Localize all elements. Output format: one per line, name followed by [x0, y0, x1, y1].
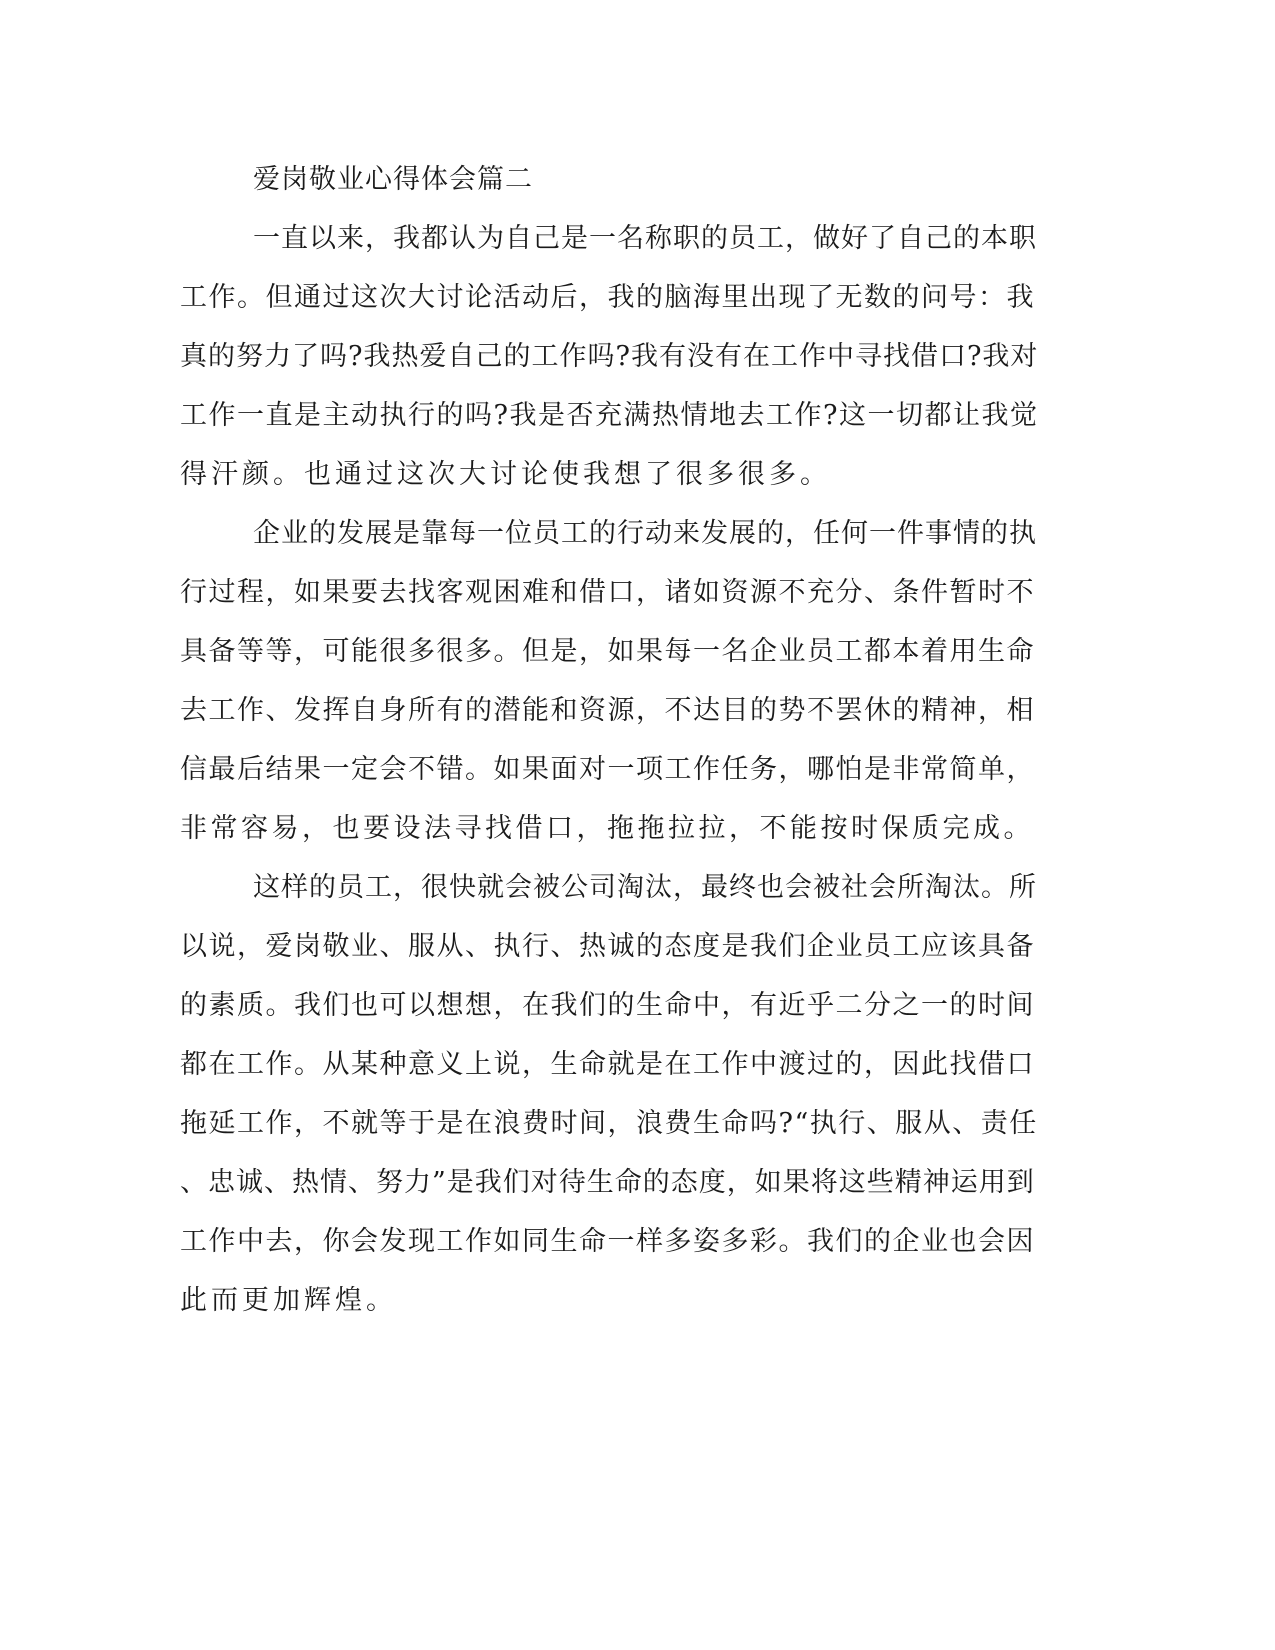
paragraph-2-line-5: 信最后结果一定会不错。如果面对一项工作任务，哪怕是非常简单， [180, 754, 1035, 785]
paragraph-2-line-4: 去工作、发挥自身所有的潜能和资源，不达目的势不罢休的精神，相 [180, 695, 1035, 726]
paragraph-2-line-1: 企业的发展是靠每一位员工的行动来发展的，任何一件事情的执 [253, 518, 1037, 549]
paragraph-1-line-3: 真的努力了吗?我热爱自己的工作吗?我有没有在工作中寻找借口?我对 [180, 341, 1039, 372]
paragraph-3-line-3: 的素质。我们也可以想想，在我们的生命中，有近乎二分之一的时间 [180, 990, 1035, 1021]
paragraph-1-line-5: 得汗颜。也通过这次大讨论使我想了很多很多。 [180, 459, 831, 490]
paragraph-3-line-8: 此而更加辉煌。 [180, 1285, 397, 1316]
paragraph-1-line-2: 工作。但通过这次大讨论活动后，我的脑海里出现了无数的问号：我 [180, 282, 1035, 313]
paragraph-3-line-5: 拖延工作，不就等于是在浪费时间，浪费生命吗?“执行、服从、责任 [180, 1108, 1038, 1139]
paragraph-3-line-1: 这样的员工，很快就会被公司淘汰，最终也会被社会所淘汰。所 [253, 872, 1037, 903]
paragraph-3-line-4: 都在工作。从某种意义上说，生命就是在工作中渡过的，因此找借口 [180, 1049, 1035, 1080]
paragraph-3-line-7: 工作中去，你会发现工作如同生命一样多姿多彩。我们的企业也会因 [180, 1226, 1035, 1257]
document-title: 爱岗敬业心得体会篇二 [253, 164, 533, 195]
paragraph-2-line-6: 非常容易，也要设法寻找借口，拖拖拉拉，不能按时保质完成。 [180, 813, 1034, 844]
paragraph-2-line-2: 行过程，如果要去找客观困难和借口，诸如资源不充分、条件暂时不 [180, 577, 1035, 608]
paragraph-2-line-3: 具备等等，可能很多很多。但是，如果每一名企业员工都本着用生命 [180, 636, 1035, 667]
paragraph-1-line-4: 工作一直是主动执行的吗?我是否充满热情地去工作?这一切都让我觉 [180, 400, 1039, 431]
paragraph-3-line-2: 以说，爱岗敬业、服从、执行、热诚的态度是我们企业员工应该具备 [180, 931, 1035, 962]
paragraph-3-line-6: 、忠诚、热情、努力”是我们对待生命的态度，如果将这些精神运用到 [180, 1167, 1035, 1198]
paragraph-1-line-1: 一直以来，我都认为自己是一名称职的员工，做好了自己的本职 [253, 223, 1037, 254]
